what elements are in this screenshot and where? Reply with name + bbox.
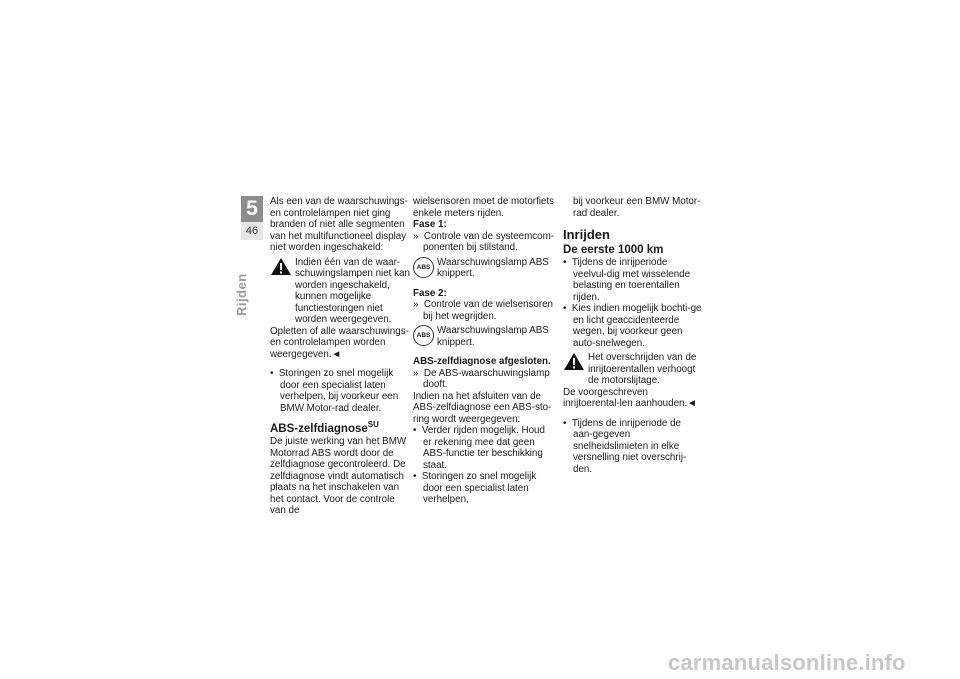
- fase1-step: » Controle van de systeemcom-ponenten bij stilstand.: [413, 231, 555, 254]
- warning-text: Indien één van de waar-schuwingslampen niet kan worden ingeschakeld, kunnen mogelijke functiestoringen niet worden weergegeven.: [295, 256, 410, 325]
- list-item: • Storingen zo snel mogelijk door een specialist laten verhelpen,: [413, 471, 555, 506]
- wheel-sensor-paragraph: wielsensoren moet de motorfiets enkele meters rijden.: [413, 196, 555, 219]
- warning-note: [270, 257, 410, 326]
- list-item: • Verder rijden mogelijk. Houd er rekening mee dat geen ABS-functie ter beschikking staat.: [413, 425, 555, 471]
- fase2-step: » Controle van de wielsensoren bij het wegrijden.: [413, 299, 555, 322]
- warning-text-2: De voorgeschreven inrijtoerental-len aanhouden.◄: [563, 386, 697, 409]
- intro-paragraph: Als een van de waarschuwings-en controlelampen niet ging branden of niet alle segmenten van het multifunctioneel display niet worden ingeschakeld:: [270, 196, 408, 253]
- list-item: • Storingen zo snel mogelijk door een specialist laten verhelpen, bij voorkeur een BMW Motor-rad dealer.: [270, 368, 410, 414]
- list-item: • Tijdens de inrijperiode de aan-gegeven snelheidslimieten in elke versnelling niet overschrij-den.: [563, 418, 703, 476]
- column-2: [413, 196, 555, 506]
- fase1-note-text: Waarschuwingslamp ABS knippert.: [437, 256, 549, 279]
- first-1000km-heading: De eerste 1000 km: [563, 244, 664, 256]
- abs-warning-lamp-icon: ABS: [413, 257, 434, 278]
- done-heading: ABS-zelfdiagnose afgesloten.: [413, 356, 551, 367]
- inrijden-heading: Inrijden: [563, 227, 610, 242]
- warning-text-2: Opletten of alle waarschuwings-en controlelampen worden weergegeven.◄: [270, 325, 409, 360]
- abs-paragraph: De juiste werking van het BMW Motorrad ABS wordt door de zelfdiagnose gecontroleerd. De zelfdiagnose vindt automatisch plaats na het inschakelen van het contact. Voor de controle van de: [270, 436, 407, 516]
- column-3: [563, 196, 703, 475]
- abs-heading-sup: SU: [367, 420, 379, 430]
- fault-paragraph: Indien na het afsluiten van de ABS-zelfdiagnose een ABS-sto-ring wordt weergegeven:: [413, 390, 552, 425]
- chapter-tab: [241, 196, 263, 240]
- warning-note: [563, 352, 703, 387]
- fase2-note-text: Waarschuwingslamp ABS knippert.: [437, 325, 549, 348]
- page-number: 46: [241, 222, 263, 240]
- abs-warning-lamp-icon: ABS: [413, 325, 434, 346]
- list-item: • Kies indien mogelijk bochti-ge en licht geaccidenteerde wegen, bij voorkeur geen auto-snelwegen.: [563, 303, 703, 349]
- warning-text: Het overschrijden van de inrijtoerentallen verhoogt de motorslijtage.: [588, 352, 697, 386]
- dealer-paragraph: bij voorkeur een BMW Motor-rad dealer.: [573, 196, 701, 219]
- warning-triangle-icon: [563, 352, 585, 387]
- column-1: [270, 196, 410, 517]
- fase1-label: Fase 1:: [413, 219, 447, 230]
- chapter-number: 5: [246, 197, 258, 220]
- done-step: » De ABS-waarschuwingslamp dooft.: [413, 368, 555, 391]
- fase2-note: [413, 325, 555, 348]
- fase2-label: Fase 2:: [413, 287, 447, 299]
- section-label: Rijden: [234, 273, 249, 316]
- watermark: carmanualsonline.info: [668, 650, 906, 675]
- abs-heading: [270, 422, 410, 436]
- warning-triangle-icon: [270, 257, 292, 326]
- fase1-note: [413, 257, 555, 280]
- abs-heading-text: ABS-zelfdiagnose: [270, 423, 368, 435]
- list-item: • Tijdens de inrijperiode veelvul-dig met wisselende belasting en toerentallen rijden.: [563, 257, 703, 303]
